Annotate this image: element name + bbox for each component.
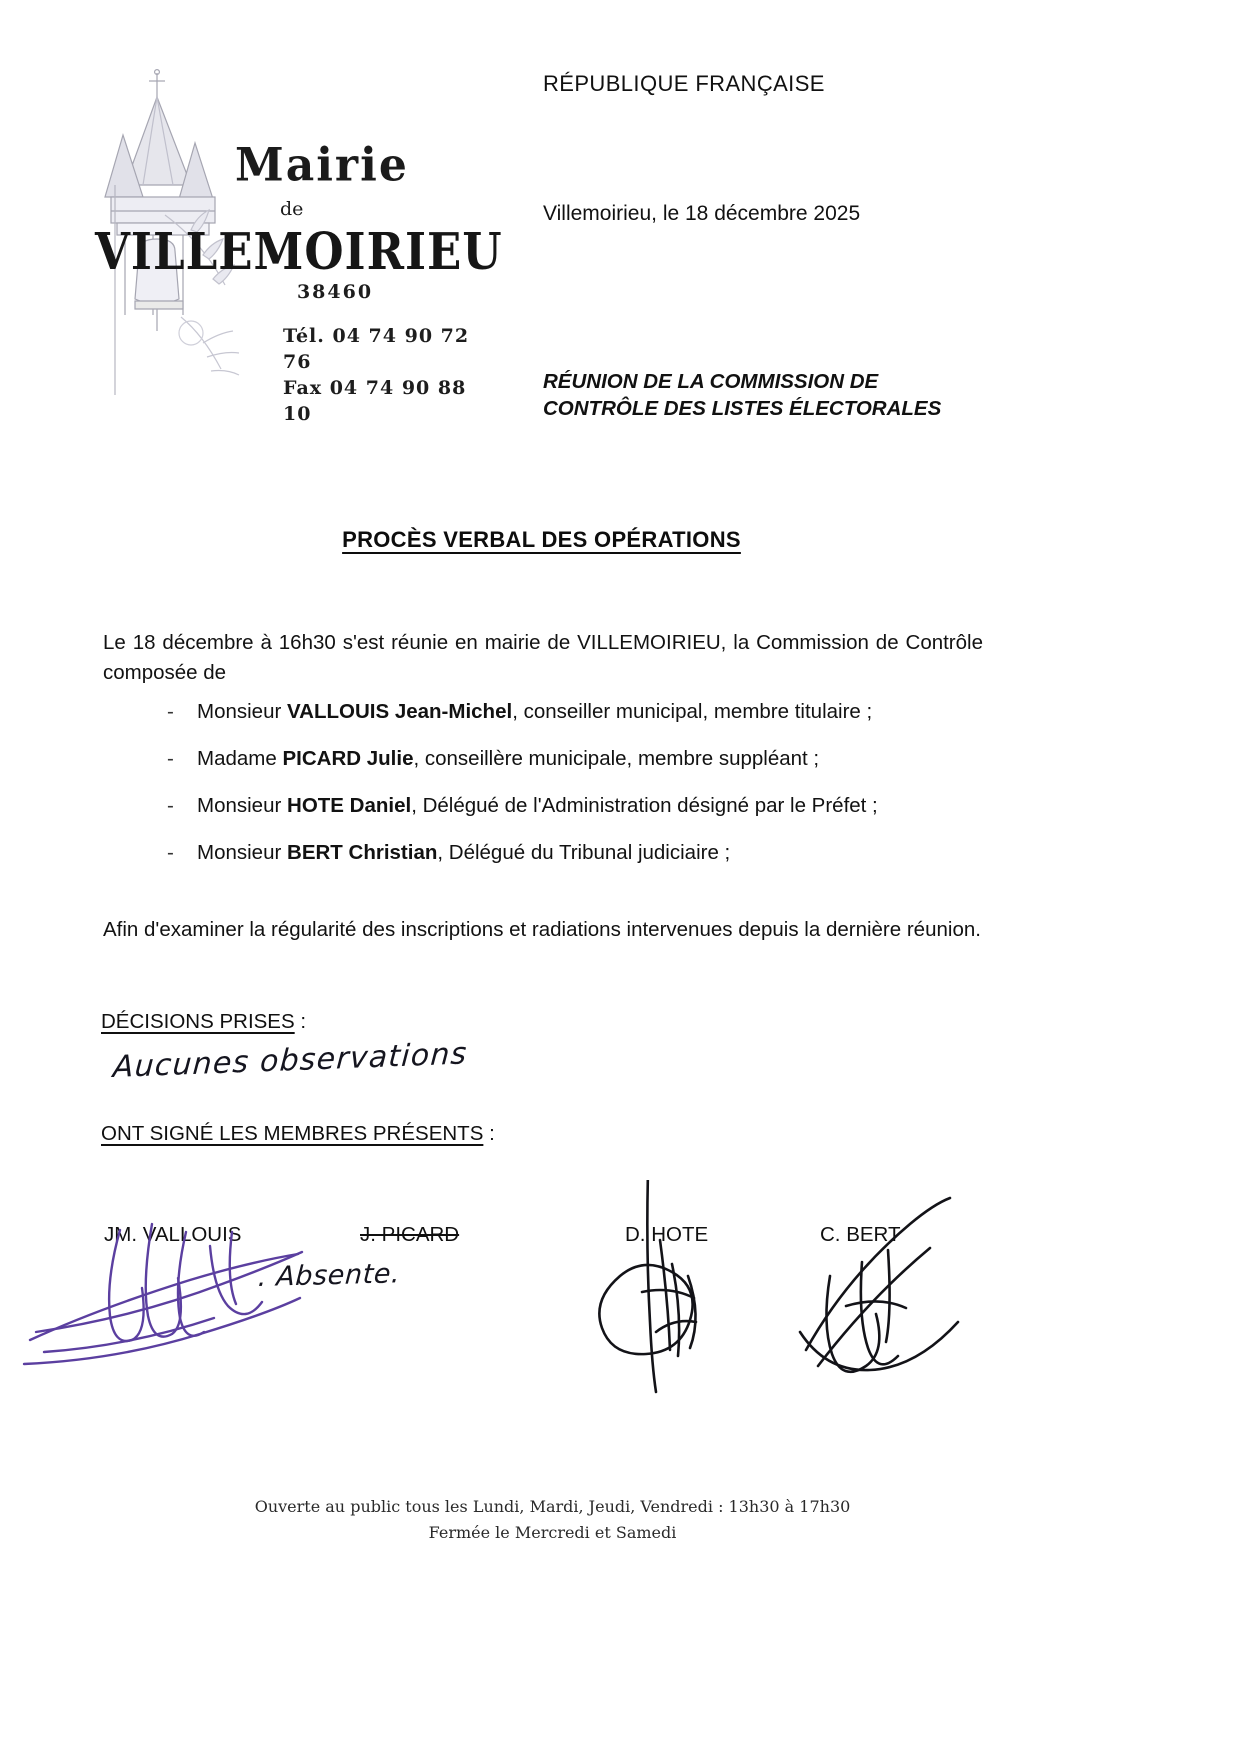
signature-hote-ink [599, 1180, 696, 1392]
footer-line-1: Ouverte au public tous les Lundi, Mardi, Jeudi, Vendredi : 13h30 à 17h30 [254, 1497, 851, 1516]
signature-label-picard: J. PICARD [360, 1223, 460, 1246]
signature-bert-ink [800, 1198, 958, 1372]
signature-vallouis-ink [24, 1224, 302, 1364]
signature-label-vallouis: JM. VALLOUIS [104, 1223, 242, 1246]
letterhead-fax: Fax 04 74 90 88 10 [283, 377, 467, 425]
member-name: PICARD Julie [282, 747, 414, 770]
member-civility: Monsieur [197, 794, 288, 817]
signatures-area [0, 1180, 1240, 1440]
member-role: , Délégué de l'Administration désigné par le Préfet ; [411, 794, 878, 817]
signatures-heading [101, 1122, 495, 1146]
list-bullet: - [167, 747, 174, 770]
document-header [0, 55, 1240, 435]
member-role: , Délégué du Tribunal judiciaire ; [437, 841, 731, 864]
list-bullet: - [167, 700, 174, 723]
letterhead-mairie: Mairie [235, 138, 409, 193]
decisions-heading [101, 1010, 306, 1034]
list-item [103, 747, 1003, 794]
handwritten-decision-note: Aucunes observations [111, 1036, 469, 1086]
handwritten-absente-note: . Absente. [257, 1258, 402, 1294]
signatures-heading-colon: : [483, 1122, 495, 1145]
member-name: VALLOUIS Jean-Michel [287, 700, 513, 723]
letterhead-contact [283, 323, 495, 427]
member-description [197, 747, 1003, 771]
footer-line-2: Fermée le Mercredi et Samedi [428, 1523, 677, 1542]
member-role: , conseillère municipale, membre suppléant ; [413, 747, 820, 770]
member-name: BERT Christian [287, 841, 438, 864]
list-item [103, 794, 1003, 841]
subject-line-1: RÉUNION DE LA COMMISSION DE [543, 370, 879, 393]
list-item [103, 700, 1003, 747]
decisions-heading-text: DÉCISIONS PRISES [101, 1010, 295, 1033]
republic-heading: RÉPUBLIQUE FRANÇAISE [543, 71, 825, 96]
member-description [197, 700, 1003, 724]
signatures-heading-text: ONT SIGNÉ LES MEMBRES PRÉSENTS [101, 1122, 484, 1145]
member-civility: Monsieur [197, 841, 288, 864]
member-civility: Monsieur [197, 700, 288, 723]
subject-heading [543, 368, 941, 422]
member-description [197, 794, 1003, 818]
list-bullet: - [167, 794, 174, 817]
member-role: , conseiller municipal, membre titulaire ; [512, 700, 873, 723]
page-title [0, 527, 1083, 553]
members-list [103, 700, 1003, 888]
letterhead-de: de [280, 198, 304, 220]
member-civility: Madame [197, 747, 283, 770]
decisions-heading-colon: : [294, 1010, 307, 1033]
page-title-text: PROCÈS VERBAL DES OPÉRATIONS [342, 527, 741, 552]
signature-ink-marks [0, 1180, 1240, 1440]
letterhead-block [95, 65, 503, 425]
subject-line-2: CONTRÔLE DES LISTES ÉLECTORALES [543, 397, 942, 420]
letterhead-tel: Tél. 04 74 90 72 76 [283, 325, 470, 373]
intro-paragraph: Le 18 décembre à 16h30 s'est réunie en mairie de VILLEMOIRIEU, la Commission de Contrôle composée de [103, 631, 983, 684]
letterhead-commune: VILLEMOIRIEU [95, 221, 503, 282]
signature-label-bert: C. BERT [820, 1223, 901, 1246]
member-description [197, 841, 1003, 865]
signature-label-hote: D. HOTE [625, 1223, 709, 1246]
list-bullet: - [167, 841, 174, 864]
purpose-paragraph: Afin d'examiner la régularité des inscriptions et radiations intervenues depuis la dernière réunion. [103, 918, 981, 941]
page-footer [0, 1494, 1105, 1546]
letterhead-postcode: 38460 [296, 281, 374, 303]
member-name: HOTE Daniel [287, 794, 412, 817]
place-date: Villemoirieu, le 18 décembre 2025 [543, 202, 861, 225]
list-item [103, 841, 1003, 888]
